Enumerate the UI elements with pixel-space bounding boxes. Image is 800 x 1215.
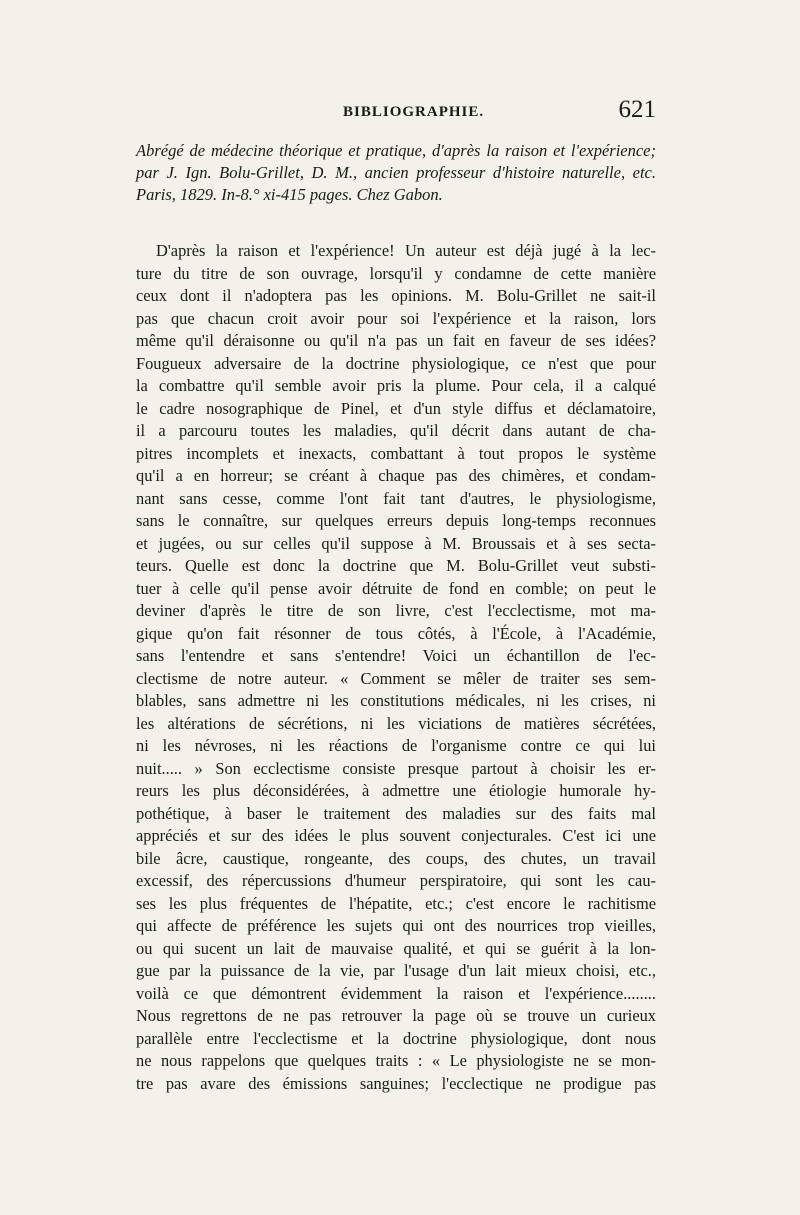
text-line: appréciés et sur des idées le plus souvent conjecturales. C'est ici une (136, 826, 656, 845)
text-line: sans le connaître, sur quelques erreurs depuis long-temps reconnues (136, 511, 656, 530)
text-line: tre pas avare des émissions sanguines; l'ecclectique ne prodigue pas (136, 1073, 656, 1093)
running-head: BIBLIOGRAPHIE. (343, 104, 485, 120)
text-line: ne nous rappelons que quelques traits : « Le physiologiste ne se mon- (136, 1051, 656, 1070)
text-line: qu'il a en horreur; se créant à chaque pas des chimères, et condam- (136, 466, 656, 485)
text-line: ni les névroses, ni les réactions de l'organisme contre ce qui lui (136, 736, 656, 755)
text-line: sans l'entendre et sans s'entendre! Voici un échantillon de l'ec- (136, 646, 656, 665)
text-line: et jugées, ou sur celles qu'il suppose à M. Broussais et à ses secta- (136, 533, 656, 553)
text-line: tuer à celle qu'il pense avoir détruite de fond en comble; on peut le (136, 578, 656, 598)
text-line: nuit..... » Son ecclectisme consiste presque partout à choisir les er- (136, 758, 656, 778)
text-line: ses les plus fréquentes de l'hépatite, etc.; c'est encore le rachitisme (136, 893, 656, 913)
text-line: D'après la raison et l'expérience! Un auteur est déjà jugé à la lec- (156, 241, 656, 260)
text-line: ture du titre de son ouvrage, lorsqu'il y condamne de cette manière (136, 263, 656, 283)
text-line: Nous regrettons de ne pas retrouver la page où se trouve un curieux (136, 1006, 656, 1025)
text-line: blables, sans admettre ni les constitutions médicales, ni les crises, ni (136, 691, 656, 710)
text-line: pas que chacun croit avoir pour soi l'expérience et la raison, lors (136, 308, 656, 328)
text-line: les altérations de sécrétions, ni les viciations de matières sécrétées, (136, 713, 656, 733)
text-line: teurs. Quelle est donc la doctrine que M. Bolu-Grillet veut substi- (136, 556, 656, 575)
text-line: ceux dont il n'adoptera pas les opinions. M. Bolu-Grillet ne sait-il (136, 286, 656, 305)
text-line: pothétique, à baser le traitement des maladies sur des faits mal (136, 803, 656, 823)
text-line: nant sans cesse, comme l'ont fait tant d'autres, le physiologisme, (136, 488, 656, 508)
page-header (136, 96, 656, 130)
text-line: bile âcre, caustique, rongeante, des coups, des chutes, un travail (136, 848, 656, 868)
text-line: le cadre nosographique de Pinel, et d'un style diffus et déclamatoire, (136, 398, 656, 418)
text-line: la combattre qu'il semble avoir pris la plume. Pour cela, il a calqué (136, 376, 656, 395)
text-line: voilà ce que démontrent évidemment la raison et l'expérience........ (136, 983, 656, 1003)
text-line: gue par la puissance de la vie, par l'usage d'un lait mieux choisi, etc., (136, 961, 656, 980)
text-line: pitres incomplets et inexacts, combattant à tout propos le système (136, 443, 656, 463)
text-line: ou qui sucent un lait de mauvaise qualité, et qui se guérit à la lon- (136, 938, 656, 958)
text-line: qui affecte de préférence les sujets qui ont des nourrices trop vieilles, (136, 916, 656, 935)
text-line: reurs les plus déconsidérées, à admettre une étiologie humorale hy- (136, 781, 656, 800)
text-line: deviner d'après le titre de son livre, c'est l'ecclectisme, mot ma- (136, 601, 656, 620)
bibliographic-citation: Abrégé de médecine théorique et pratique, d'après la raison et l'expérience; par J. Ign. Bolu-Grillet, D. M., ancien professeur d'histoire naturelle, etc. Paris, 1829. In-8.° xi-415 pages. Chez Gabon. (136, 141, 656, 204)
text-line: clectisme de notre auteur. « Comment se mêler de traiter ses sem- (136, 668, 656, 688)
page-number: 621 (618, 96, 656, 123)
text-line: gique qu'on fait résonner de tous côtés, à l'École, à l'Académie, (136, 623, 656, 643)
text-line: excessif, des répercussions d'humeur perspiratoire, qui sont les cau- (136, 871, 656, 890)
text-line: parallèle entre l'ecclectisme et la doctrine physiologique, dont nous (136, 1028, 656, 1048)
text-line: même qu'il déraisonne ou qu'il n'a pas un fait en faveur de ses idées? (136, 331, 656, 350)
review-body (136, 240, 656, 1095)
text-line: Fougueux adversaire de la doctrine physiologique, ce n'est que pour (136, 353, 656, 373)
text-line: il a parcouru toutes les maladies, qu'il décrit dans autant de cha- (136, 421, 656, 440)
